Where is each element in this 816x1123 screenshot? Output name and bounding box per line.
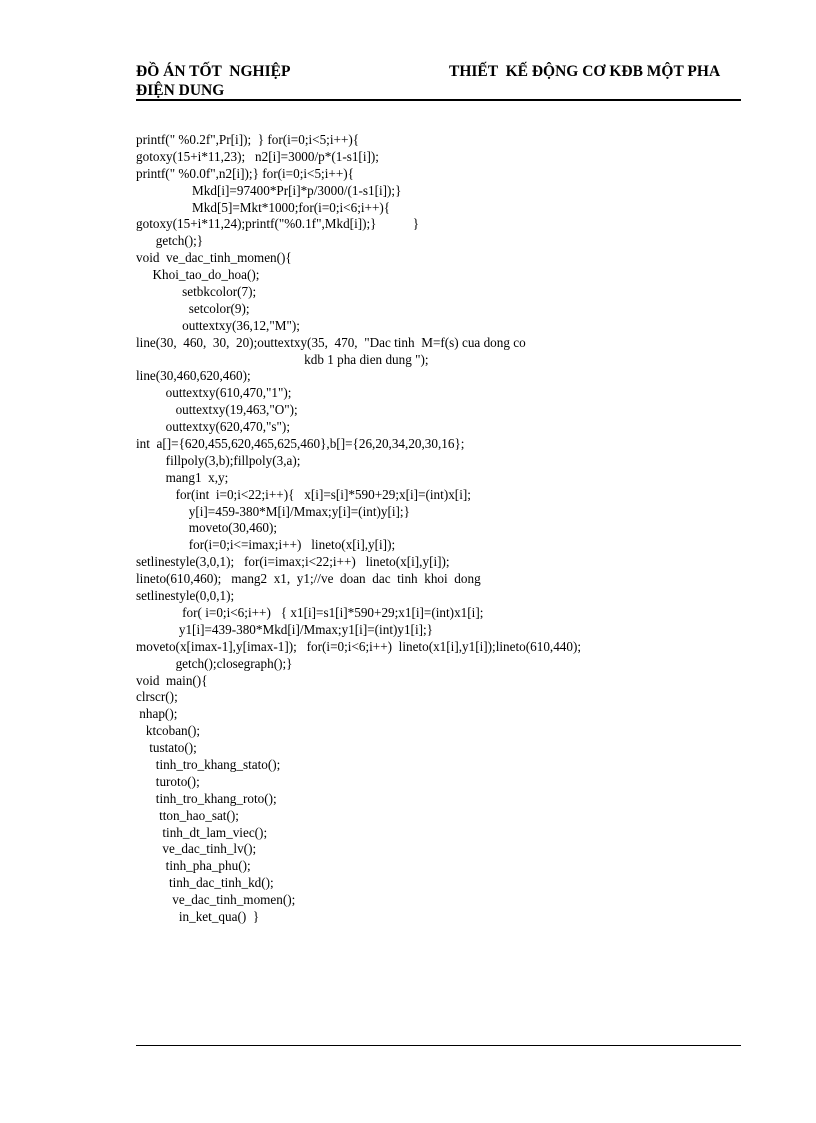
code-line: tinh_dt_lam_viec(); [136,824,268,840]
code-line: Mkd[5]=Mkt*1000;for(i=0;i<6;i++){ [136,199,391,215]
code-line: for( i=0;i<6;i++) { x1[i]=s1[i]*590+29;x1[i]=(int)x1[i]; [136,604,484,620]
header-title-right: THIẾT KẾ ĐỘNG CƠ KĐB MỘT PHA [449,63,721,80]
code-line: fillpoly(3,b);fillpoly(3,a); [136,452,301,468]
code-line: Khoi_tao_do_hoa(); [136,267,260,283]
code-line: outtextxy(610,470,"1"); [136,385,292,401]
code-line: outtextxy(19,463,"O"); [136,402,298,418]
code-line: setlinestyle(0,0,1); [136,588,235,604]
code-line: setlinestyle(3,0,1); for(i=imax;i<22;i++) lineto(x[i],y[i]); [136,554,450,570]
code-line: printf(" %0.0f",n2[i]);} for(i=0;i<5;i++){ [136,165,354,181]
code-line: kdb 1 pha dien dung "); [136,351,429,367]
code-line: tinh_pha_phu(); [136,858,251,874]
code-line: Mkd[i]=97400*Pr[i]*p/3000/(1-s1[i]);} [136,182,402,198]
code-line: tinh_tro_khang_stato(); [136,756,281,772]
header-title-left [136,62,290,100]
code-line: nhap(); [136,706,178,722]
code-line: outtextxy(36,12,"M"); [136,317,300,333]
code-line: moveto(30,460); [136,520,278,536]
code-line: int a[]={620,455,620,465,625,460},b[]={26,20,34,20,30,16}; [136,436,465,452]
code-line: mang1 x,y; [136,469,229,485]
code-line: ve_dac_tinh_lv(); [136,841,257,857]
code-line: moveto(x[imax-1],y[imax-1]); for(i=0;i<6;i++) lineto(x1[i],y1[i]);lineto(610,440); [136,638,582,654]
code-listing [136,132,746,926]
code-line: tinh_tro_khang_roto(); [136,790,277,806]
code-line: turoto(); [136,773,200,789]
code-line: tton_hao_sat(); [136,807,239,823]
code-line: gotoxy(15+i*11,23); n2[i]=3000/p*(1-s1[i]); [136,148,379,164]
code-line: void main(){ [136,672,208,688]
code-line: gotoxy(15+i*11,24);printf("%0.1f",Mkd[i]);} } [136,216,420,232]
code-line: getch();} [136,233,204,249]
code-line: getch();closegraph();} [136,655,293,671]
footer-divider [136,1045,741,1046]
header-title-left-line1: ĐỒ ÁN TỐT NGHIỆP [136,63,291,80]
code-line: y1[i]=439-380*Mkd[i]/Mmax;y1[i]=(int)y1[i];} [136,621,434,637]
code-line: outtextxy(620,470,"s"); [136,419,290,435]
code-line: setbkcolor(7); [136,284,257,300]
header-divider [136,99,741,101]
code-line: printf(" %0.2f",Pr[i]); } for(i=0;i<5;i++){ [136,132,360,147]
code-line: clrscr(); [136,689,178,705]
code-line: tustato(); [136,740,197,756]
code-line: setcolor(9); [136,300,250,316]
code-line: line(30,460,620,460); [136,368,251,384]
code-line: void ve_dac_tinh_momen(){ [136,250,292,266]
code-line: for(i=0;i<=imax;i++) lineto(x[i],y[i]); [136,537,396,553]
code-line: tinh_dac_tinh_kd(); [136,875,274,891]
code-line: in_ket_qua() } [136,908,260,924]
header-title-left-line2: ĐIỆN DUNG [136,82,225,99]
code-line: lineto(610,460); mang2 x1, y1;//ve doan dac tinh khoi dong [136,571,481,587]
code-line: line(30, 460, 30, 20);outtextxy(35, 470, "Dac tinh M=f(s) cua dong co [136,334,526,350]
code-line: y[i]=459-380*M[i]/Mmax;y[i]=(int)y[i];} [136,503,410,519]
code-line: ve_dac_tinh_momen(); [136,892,296,908]
code-line: for(int i=0;i<22;i++){ x[i]=s[i]*590+29;x[i]=(int)x[i]; [136,486,471,502]
code-line: ktcoban(); [136,723,201,739]
